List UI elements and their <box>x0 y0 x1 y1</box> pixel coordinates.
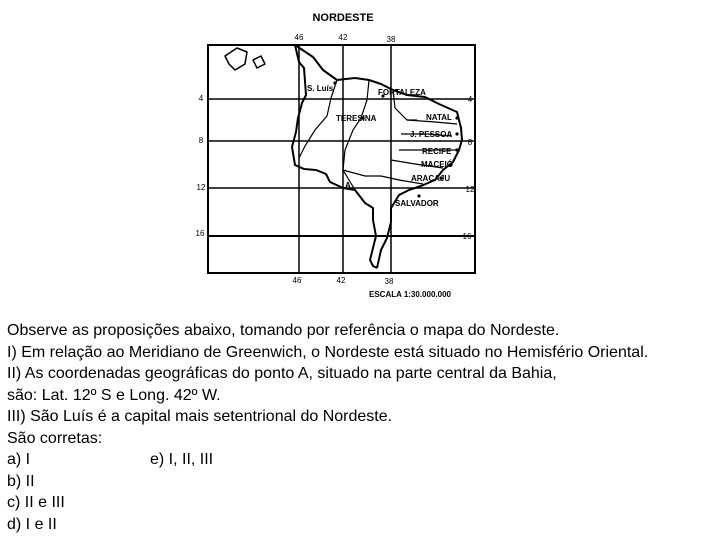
tick-bottom-38: 38 <box>384 277 394 286</box>
tick-bottom-42: 42 <box>336 276 346 285</box>
tick-right-8: 8 <box>467 138 473 147</box>
city-teresina: TERESINA <box>336 114 377 123</box>
tick-top-42: 42 <box>338 33 348 42</box>
option-a[interactable]: a) I <box>7 451 31 468</box>
question-prompt: São corretas: <box>7 429 103 447</box>
city-sao-luis: S. Luís <box>307 84 334 93</box>
proposition-2-line-2: são: Lat. 12º S e Long. 42º W. <box>7 386 221 404</box>
option-e[interactable]: e) I, II, III <box>150 451 214 468</box>
proposition-3: III) São Luís é a capital mais setentrional do Nordeste. <box>7 408 393 425</box>
tick-right-4: 4 <box>467 95 473 104</box>
tick-left-16: 16 <box>195 229 205 238</box>
nordeste-map <box>195 0 485 305</box>
city-salvador: SALVADOR <box>395 199 439 208</box>
tick-right-16: 16 <box>462 232 472 241</box>
option-row-a <box>7 449 720 471</box>
question-block <box>7 320 720 535</box>
tick-left-8: 8 <box>198 136 204 145</box>
tick-right-12: 12 <box>465 185 475 194</box>
proposition-1: I) Em relação ao Meridiano de Greenwich, o Nordeste está situado no Hemisfério Oriental. <box>7 343 649 361</box>
map-title: NORDESTE <box>312 12 374 24</box>
tick-left-4: 4 <box>198 94 204 103</box>
tick-left-12: 12 <box>196 183 206 192</box>
proposition-2-line-1: II) As coordenadas geográficas do ponto A, situado na parte central da Bahia, <box>7 365 557 382</box>
point-a-label: A <box>345 181 351 190</box>
tick-top-46: 46 <box>294 33 304 42</box>
tick-bottom-46: 46 <box>292 276 302 285</box>
option-c[interactable]: c) II e III <box>7 494 65 511</box>
city-joao-pessoa: J. PESSOA <box>410 130 453 139</box>
city-recife: RECIFE <box>422 147 452 156</box>
question-intro: Observe as proposições abaixo, tomando por referência o mapa do Nordeste. <box>7 322 560 339</box>
city-maceio: MACEIÓ <box>421 160 453 169</box>
map-scale: ESCALA 1:30.000.000 <box>369 290 451 299</box>
option-d[interactable]: d) I e II <box>7 515 57 533</box>
city-aracaju: ARACAJU <box>411 174 451 183</box>
city-fortaleza: FORTALEZA <box>378 88 426 97</box>
tick-top-38: 38 <box>386 35 396 44</box>
city-natal: NATAL <box>426 113 452 122</box>
option-b[interactable]: b) II <box>7 472 35 490</box>
